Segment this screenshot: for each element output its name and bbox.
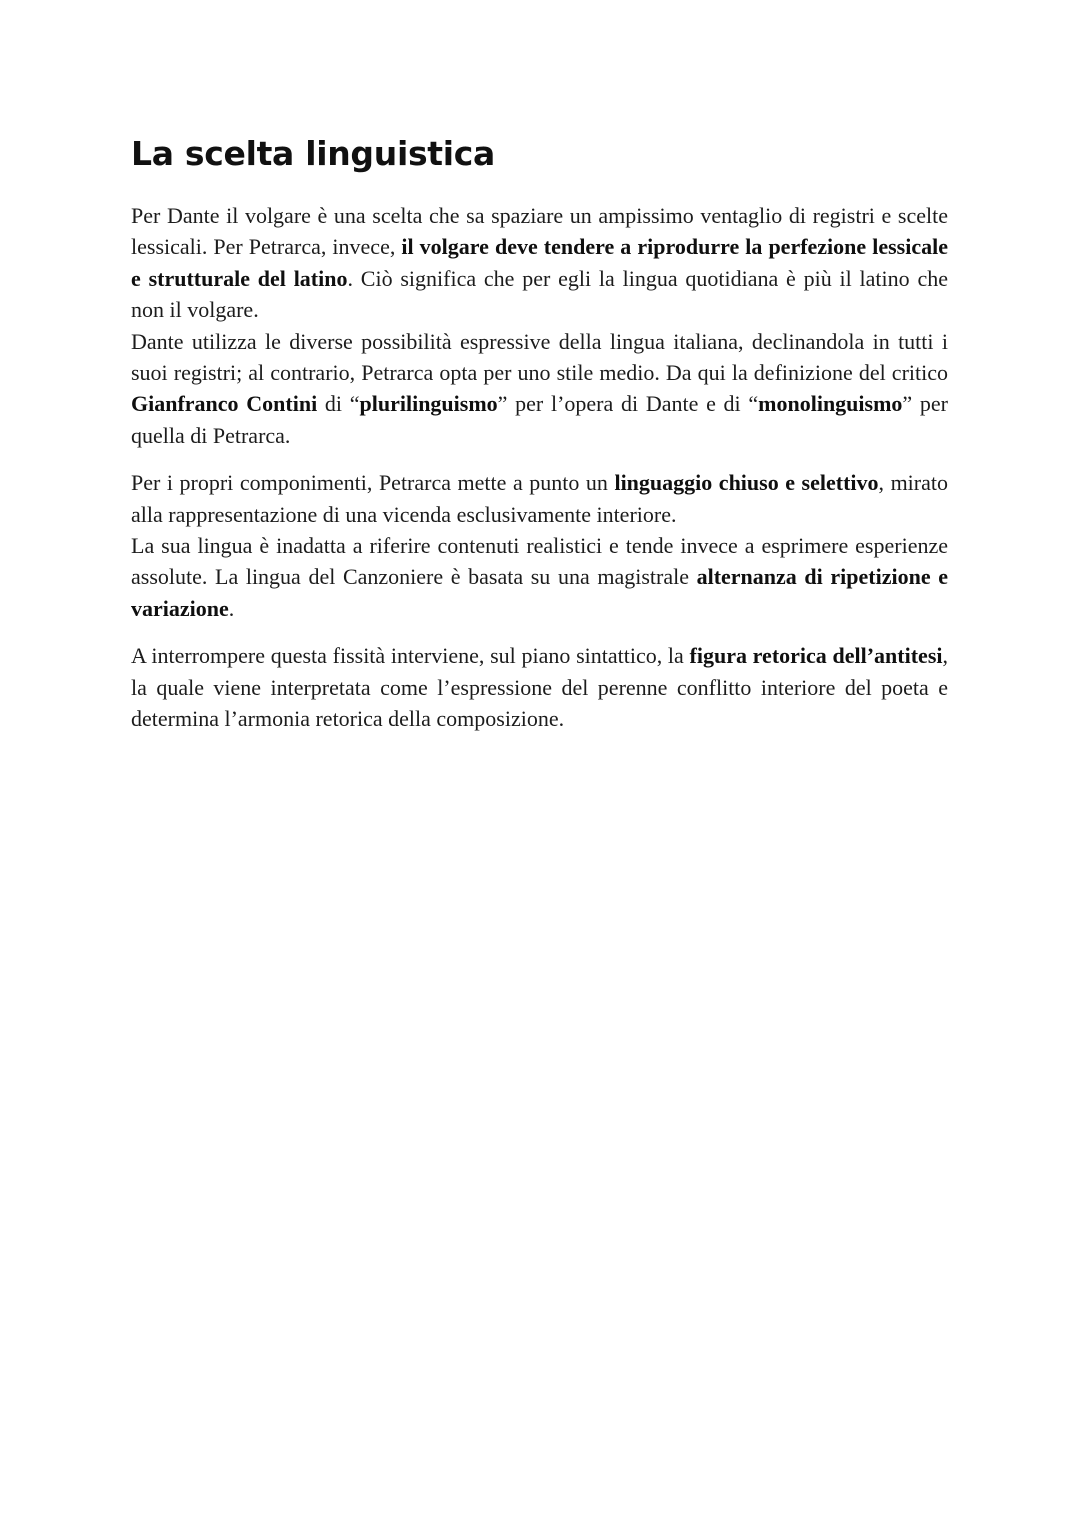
- paragraph-antitesi: [131, 640, 948, 734]
- paragraph-text: ” per quella di Petrarca.: [131, 391, 948, 448]
- paragraph-text: . Ciò significa che per egli la lingua quotidiana è più il latino che non il volgare.: [131, 265, 948, 323]
- emphasis-text: alternanza di ripetizione e variazione: [131, 564, 948, 621]
- paragraph-text: ” per l’opera di Dante e di “: [497, 391, 759, 417]
- document-body: [131, 128, 948, 735]
- emphasis-text: linguaggio chiuso e selettivo: [614, 470, 879, 496]
- page-title: La scelta linguistica: [131, 134, 496, 173]
- paragraph-canzoniere-lingua: [131, 530, 948, 624]
- paragraph-text: La sua lingua è inadatta a riferire contenuti realistici e tende invece a esprimere esperienze assolute. La lingua del Canzoniere è basata su una magistrale: [131, 533, 948, 590]
- paragraph-text: Per i propri componimenti, Petrarca mette a punto un: [131, 470, 615, 496]
- emphasis-text: figura retorica dell’antitesi: [689, 643, 943, 669]
- paragraph-text: A interrompere questa fissità interviene, sul piano sintattico, la: [131, 643, 690, 669]
- paragraph-text: Dante utilizza le diverse possibilità espressive della lingua italiana, declinandola in tutti i suoi registri; al contrario, Petrarca opta per uno stile medio. Da qui la definizione del critico: [131, 328, 948, 386]
- emphasis-text: il volgare deve tendere a riprodurre la perfezione lessicale e strutturale del latino: [131, 234, 948, 291]
- paragraph-text: Per Dante il volgare è una scelta che sa spaziare un ampissimo ventaglio di registri e scelte lessicali. Per Petrarca, invece,: [131, 203, 948, 260]
- paragraph-contini-definition: [131, 326, 948, 452]
- paragraph-text: di “: [317, 391, 360, 417]
- paragraph-linguaggio-chiuso: [131, 467, 948, 530]
- emphasis-text: monolinguismo: [758, 391, 903, 417]
- paragraph-text: , mirato alla rappresentazione di una vicenda esclusivamente interiore.: [131, 470, 948, 527]
- paragraph-dante-petrarca-volgare: [131, 200, 948, 326]
- paragraph-text: .: [228, 595, 235, 621]
- paragraph-text: , la quale viene interpretata come l’espressione del perenne conflitto interiore del poeta e determina l’armonia retorica della composizione.: [131, 643, 948, 732]
- emphasis-text: Gianfranco Contini: [131, 391, 318, 417]
- emphasis-text: plurilinguismo: [359, 391, 498, 417]
